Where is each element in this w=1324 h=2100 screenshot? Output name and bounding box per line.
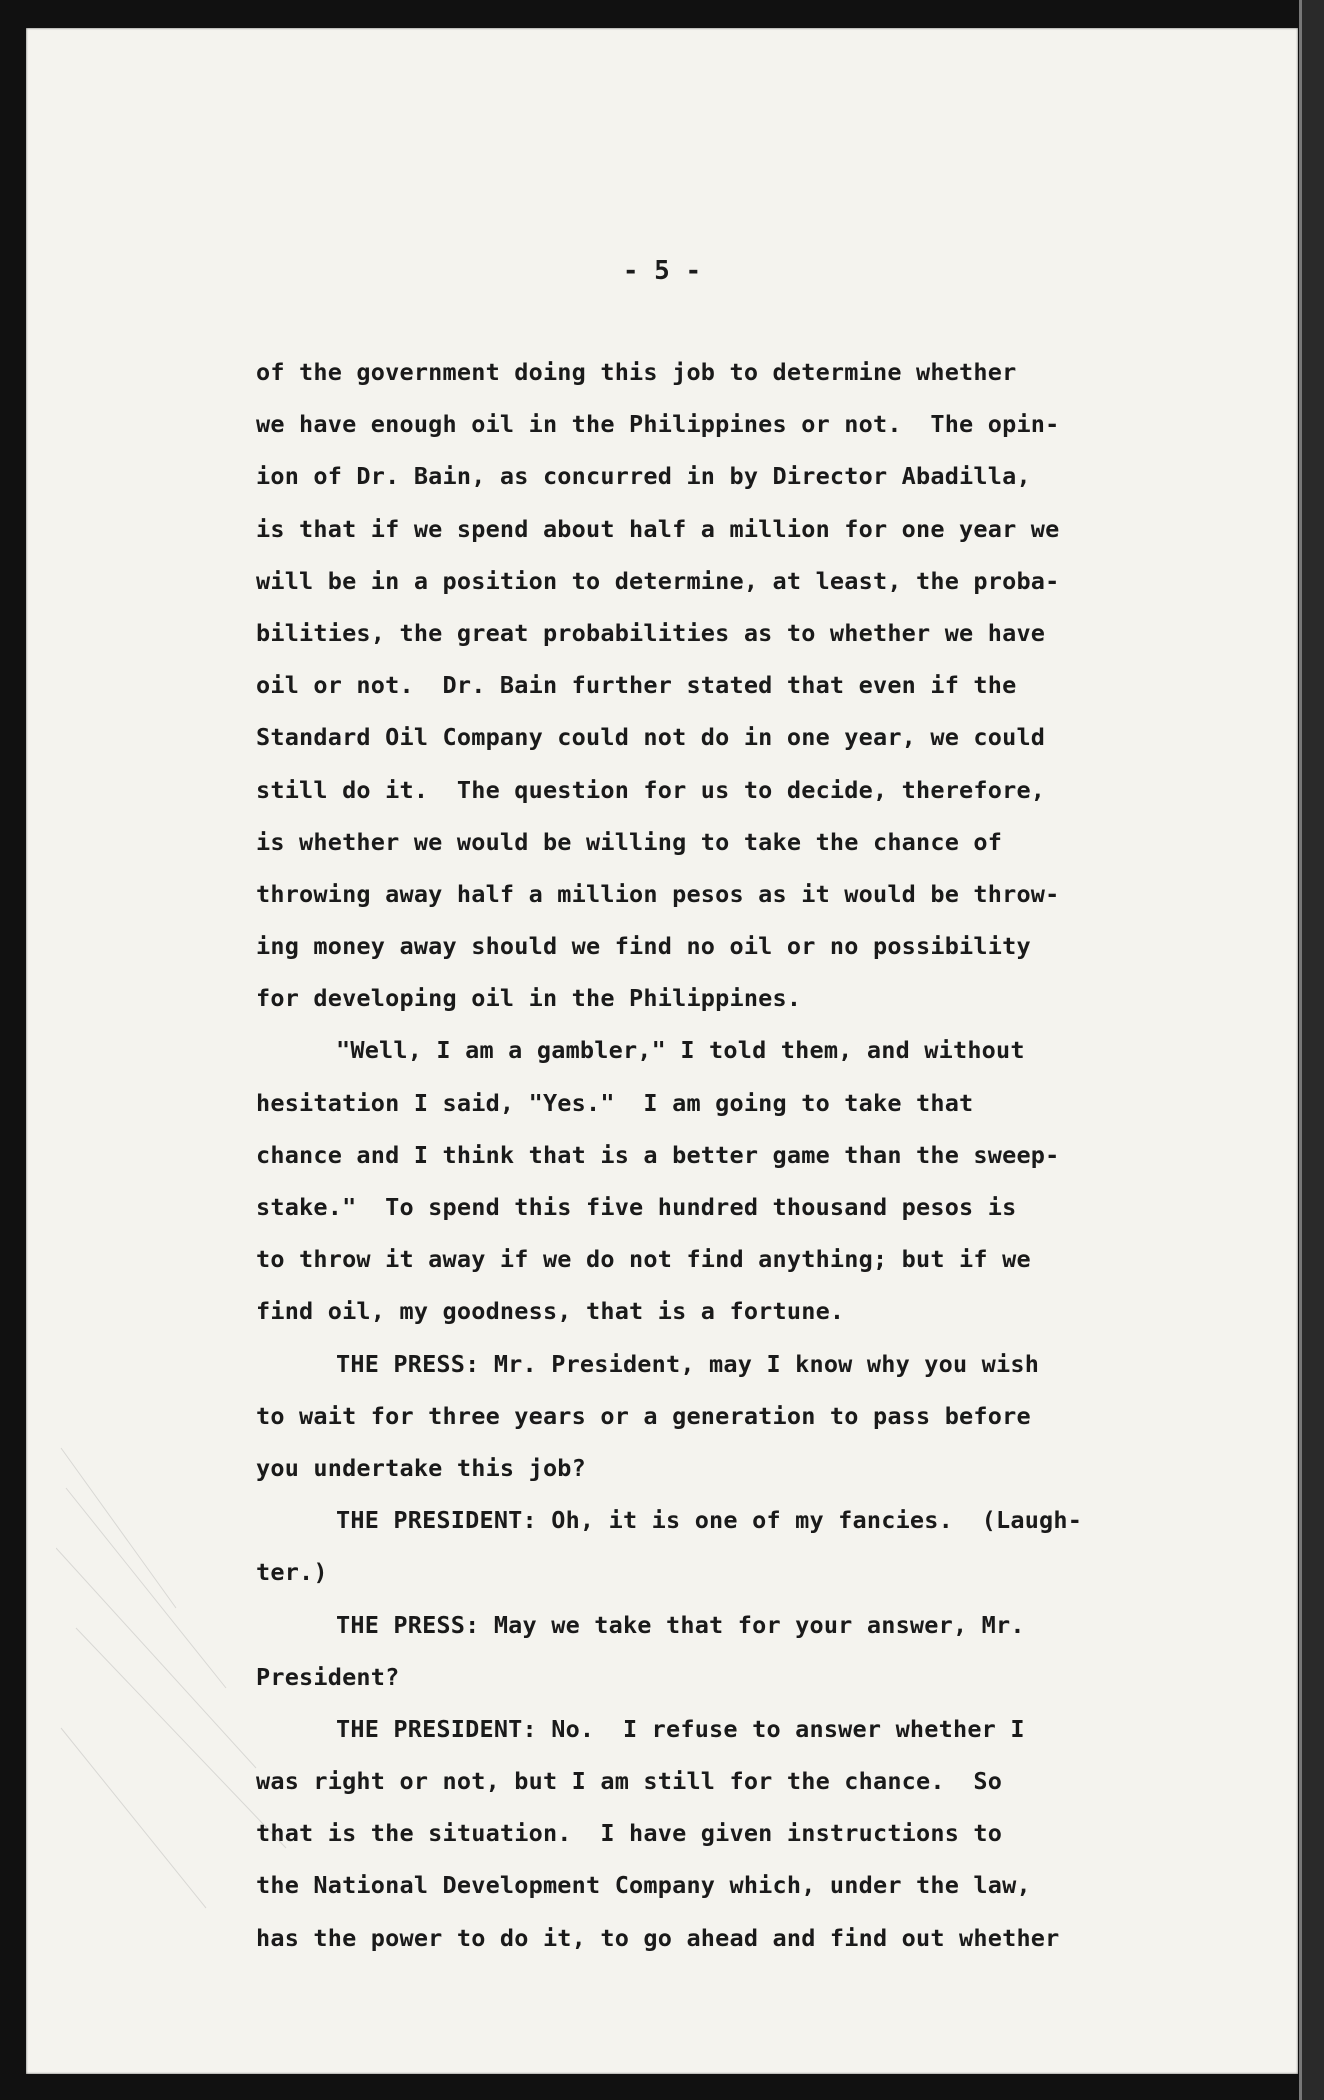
text-line: the National Development Company which, under the law, [256,1871,1031,1900]
text-line: oil or not. Dr. Bain further stated that even if the [256,671,1017,700]
document-page [26,28,1298,2074]
text-line: was right or not, but I am still for the chance. So [256,1767,1003,1796]
text-line: THE PRESS: Mr. President, may I know why you wish [336,1349,1040,1378]
text-line: of the government doing this job to determine whether [256,358,1017,386]
text-line: stake." To spend this five hundred thousand pesos is [256,1193,1017,1221]
page-number: - 5 - [622,256,702,286]
text-line: is that if we spend about half a million for one year we [256,514,1060,543]
text-line: for developing oil in the Philippines. [256,984,802,1013]
text-line: ion of Dr. Bain, as concurred in by Director Abadilla, [256,462,1031,491]
text-line: chance and I think that is a better game than the sweep- [256,1140,1060,1169]
transcript-body [256,346,1236,1964]
text-line: THE PRESS: May we take that for your answer, Mr. [336,1610,1025,1639]
text-line: "Well, I am a gambler," I told them, and without [336,1036,1025,1065]
text-line: ing money away should we find no oil or no possibility [256,932,1031,961]
text-line: President? [256,1662,400,1691]
text-line: ter.) [256,1558,328,1587]
text-line: we have enough oil in the Philippines or not. The opin- [256,410,1060,439]
text-line: still do it. The question for us to decide, therefore, [256,775,1046,804]
text-line: to wait for three years or a generation to pass before [256,1401,1031,1430]
text-line: throwing away half a million pesos as it would be throw- [256,879,1060,908]
text-line: THE PRESIDENT: No. I refuse to answer whether I [336,1714,1025,1743]
text-line: hesitation I said, "Yes." I am going to take that [256,1088,974,1117]
text-line: you undertake this job? [256,1453,587,1482]
text-line: bilities, the great probabilities as to whether we have [256,618,1046,647]
text-line: will be in a position to determine, at least, the proba- [256,566,1060,595]
text-line: to throw it away if we do not find anything; but if we [256,1245,1031,1274]
page-edge [1299,0,1324,2100]
text-line: has the power to do it, to go ahead and find out whether [256,1923,1060,1952]
text-line: THE PRESIDENT: Oh, it is one of my fancies. (Laugh- [336,1506,1083,1535]
text-line: Standard Oil Company could not do in one year, we could [256,723,1046,752]
text-line: find oil, my goodness, that is a fortune. [256,1297,845,1326]
text-line: that is the situation. I have given instructions to [256,1819,1003,1848]
text-line: is whether we would be willing to take the chance of [256,827,1003,856]
